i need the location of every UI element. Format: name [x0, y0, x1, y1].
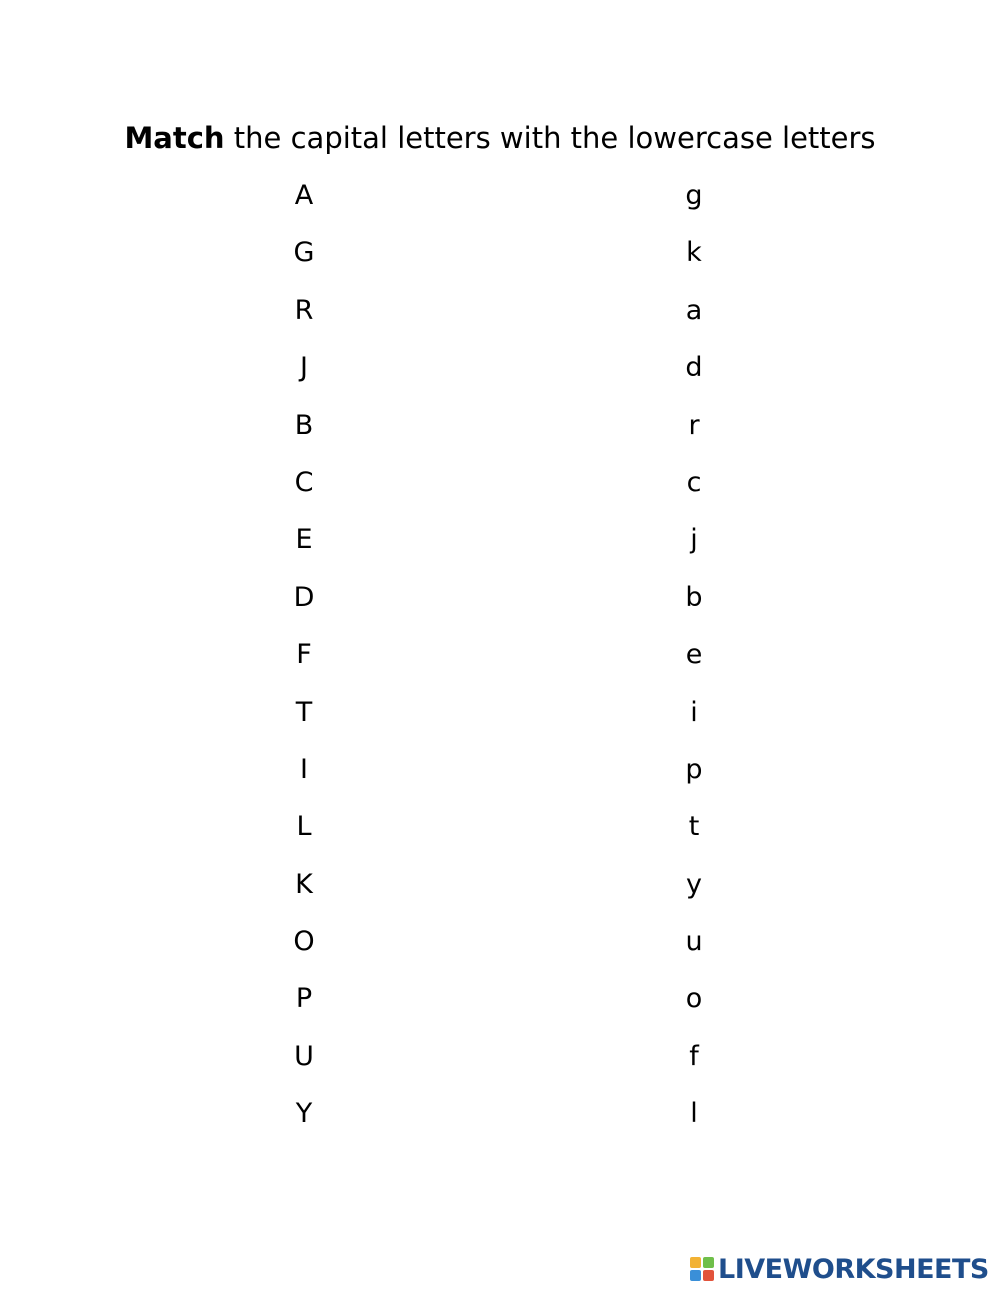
lowercase-letter[interactable]: r: [688, 409, 700, 441]
liveworksheets-logo: [690, 1251, 989, 1287]
capital-letter[interactable]: L: [296, 811, 312, 843]
logo-square-icon: [690, 1270, 701, 1281]
capital-letter[interactable]: O: [293, 926, 315, 958]
capital-letter[interactable]: P: [295, 983, 313, 1015]
capital-letter[interactable]: R: [294, 294, 314, 326]
lowercase-letter[interactable]: d: [685, 352, 703, 384]
capital-letter[interactable]: J: [300, 352, 308, 384]
instruction-bold-word: Match: [124, 121, 225, 155]
lowercase-letter[interactable]: c: [686, 466, 702, 498]
capital-letter[interactable]: Y: [295, 1098, 313, 1130]
lowercase-letter[interactable]: u: [685, 926, 703, 958]
logo-square-icon: [703, 1257, 714, 1268]
capital-letter[interactable]: U: [294, 1040, 314, 1072]
lowercase-letter[interactable]: k: [686, 237, 702, 269]
liveworksheets-logo-icon: [690, 1257, 714, 1281]
lowercase-letter[interactable]: b: [685, 581, 703, 613]
capital-letter[interactable]: D: [293, 581, 315, 613]
lowercase-letter[interactable]: y: [686, 868, 702, 900]
capital-letter[interactable]: C: [294, 466, 314, 498]
logo-square-icon: [690, 1257, 701, 1268]
instruction-text: the capital letters with the lowercase letters: [224, 121, 876, 155]
lowercase-letter[interactable]: l: [690, 1098, 698, 1130]
capital-letter[interactable]: E: [295, 524, 313, 556]
capital-letter[interactable]: K: [295, 868, 313, 900]
lowercase-letter[interactable]: p: [685, 753, 703, 785]
capital-letter[interactable]: G: [293, 237, 315, 269]
lowercase-letter[interactable]: f: [689, 1040, 699, 1072]
logo-square-icon: [703, 1270, 714, 1281]
instruction-title: [0, 120, 1000, 156]
lowercase-letter[interactable]: e: [685, 639, 703, 671]
capital-letter[interactable]: I: [300, 753, 308, 785]
lowercase-letter[interactable]: g: [685, 180, 703, 211]
capital-letter[interactable]: B: [294, 409, 314, 441]
capital-letters-column: [274, 174, 334, 1150]
capital-letter[interactable]: F: [296, 639, 312, 671]
liveworksheets-brand: LIVEWORKSHEETS: [718, 1253, 989, 1285]
lowercase-letter[interactable]: t: [688, 811, 700, 843]
lowercase-letter[interactable]: i: [690, 696, 698, 728]
lowercase-letters-column: [664, 174, 724, 1150]
lowercase-letter[interactable]: o: [685, 983, 703, 1015]
lowercase-letter[interactable]: a: [685, 294, 703, 326]
capital-letter[interactable]: A: [294, 180, 314, 211]
capital-letter[interactable]: T: [295, 696, 313, 728]
lowercase-letter[interactable]: j: [690, 524, 698, 556]
